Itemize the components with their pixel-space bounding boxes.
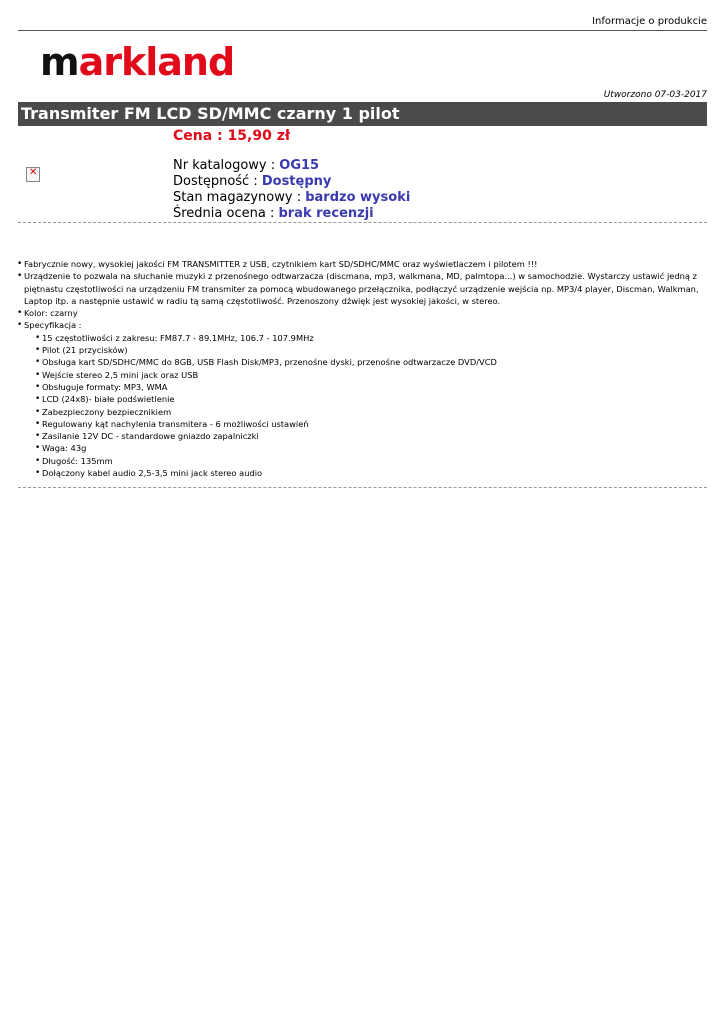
separator — [18, 487, 707, 488]
spec-item: • Obsługuje formaty: MP3, WMA — [36, 381, 707, 393]
description-item: • Kolor: czarny — [18, 307, 707, 319]
product-title: Transmiter FM LCD SD/MMC czarny 1 pilot — [21, 104, 400, 123]
description-item: • Fabrycznie nowy, wysokiej jakości FM TRANSMITTER z USB, czytnikiem kart SD/SDHC/MMC oraz wyświetlaczem i pilotem !!! — [18, 258, 707, 270]
spec-item: • Waga: 43g — [36, 442, 707, 454]
separator — [18, 222, 707, 223]
markland-logo: markland — [40, 40, 235, 84]
spec-item: • Regulowany kąt nachylenia transmitera - 6 możliwości ustawień — [36, 418, 707, 430]
page-header — [18, 16, 707, 31]
description-item: • Urządzenie to pozwala na słuchanie muzyki z przenośnego odtwarzacza (discmana, mp3, walkmana, MD, palmtopa...) w samochodzie. Wystarczy ustawić jedną z piętnastu częstotliwości na urządzeniu FM transmiter za pomocą wbudowanego przełącznika, podłączyć urządzenie wejścia np. MP3/4 player, Discman, Walkman, Laptop itp. a następnie ustawić w radiu tą samą częstotliwość. Przenoszony dźwięk jest wysokiej jakości, w stereo. — [18, 270, 707, 307]
info-row-rating: Średnia ocena : brak recenzji — [173, 206, 374, 221]
spec-item: • Obsługa kart SD/SDHC/MMC do 8GB, USB Flash Disk/MP3, przenośne dyski, przenośne odtwarzacze DVD/VCD — [36, 356, 707, 368]
product-price: Cena : 15,90 zł — [173, 128, 291, 144]
spec-item: • Wejście stereo 2,5 mini jack oraz USB — [36, 369, 707, 381]
product-title-bar — [18, 102, 707, 126]
spec-item: • LCD (24x8)- białe podświetlenie — [36, 393, 707, 405]
info-row-availability: Dostępność : Dostępny — [173, 174, 332, 189]
spec-item: • Zasilanie 12V DC - standardowe gniazdo zapalniczki — [36, 430, 707, 442]
spec-list — [24, 332, 707, 480]
product-info — [173, 158, 410, 222]
product-description — [18, 258, 707, 479]
info-row-catalog: Nr katalogowy : OG15 — [173, 158, 320, 173]
spec-item: • Zabezpieczony bezpiecznikiem — [36, 406, 707, 418]
created-date: Utworzono 07-03-2017 — [603, 90, 707, 100]
spec-item: • Pilot (21 przycisków) — [36, 344, 707, 356]
spec-item: • 15 częstotliwości z zakresu: FM87.7 - 89.1MHz, 106.7 - 107.9MHz — [36, 332, 707, 344]
description-item: • Specyfikacja : • 15 częstotliwości z zakresu: FM87.7 - 89.1MHz, 106.7 - 107.9MHz • Pilot (21 przycisków) • Obsługa kart SD/SDHC/MMC do 8GB, USB Flash Disk/MP3, przenośne dyski, przenośne odtwarzacze DVD/VCD • Wejście stereo 2,5 mini jack oraz USB • Obsługuje formaty: MP3, WMA • LCD (24x8)- białe podświetlenie • Zabezpieczony bezpiecznikiem • Regulowany kąt nachylenia transmitera - 6 możliwości ustawień • Zasilanie 12V DC - standardowe gniazdo zapalniczki • Waga: 43g • Długość: 135mm • Dołączony kabel audio 2,5-3,5 mini jack stereo audio — [18, 319, 707, 479]
info-row-stock: Stan magazynowy : bardzo wysoki — [173, 190, 411, 205]
header-text: Informacje o produkcie — [592, 16, 707, 27]
broken-image-icon: ✕ — [26, 167, 40, 182]
spec-item: • Dołączony kabel audio 2,5-3,5 mini jack stereo audio — [36, 467, 707, 479]
spec-item: • Długość: 135mm — [36, 455, 707, 467]
